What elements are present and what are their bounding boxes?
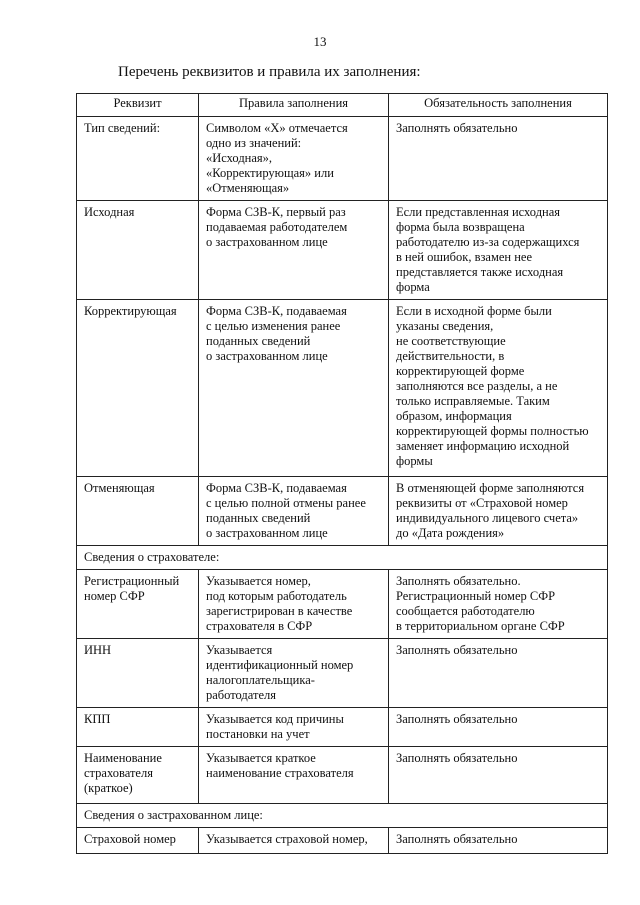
obligation-cell: Заполнять обязательно xyxy=(389,117,608,201)
requisites-table xyxy=(76,93,608,854)
document-title: Перечень реквизитов и правила их заполнения: xyxy=(118,64,421,80)
requisite-cell: Наименование страхователя (краткое) xyxy=(77,747,199,804)
obligation-cell: Заполнять обязательно xyxy=(389,639,608,708)
obligation-cell: В отменяющей форме заполняются реквизиты от «Страховой номер индивидуального лицевого счета» до «Дата рождения» xyxy=(389,477,608,546)
table-row xyxy=(77,708,608,747)
table-row xyxy=(77,477,608,546)
section-row xyxy=(77,804,608,828)
section-insured-person: Сведения о застрахованном лице: xyxy=(77,804,608,828)
obligation-cell: Заполнять обязательно xyxy=(389,747,608,804)
obligation-cell: Заполнять обязательно xyxy=(389,708,608,747)
rules-cell: Указывается код причины постановки на учет xyxy=(199,708,389,747)
page-number: 13 xyxy=(313,34,327,49)
header-obligation: Обязательность заполнения xyxy=(389,94,608,117)
section-row xyxy=(77,546,608,570)
requisite-cell: Отменяющая xyxy=(77,477,199,546)
table-row xyxy=(77,300,608,477)
rules-cell: Указывается номер, под которым работодатель зарегистрирован в качестве страхователя в СФР xyxy=(199,570,389,639)
requisite-cell: Регистрационный номер СФР xyxy=(77,570,199,639)
rules-cell: Форма СЗВ-К, первый раз подаваемая работодателем о застрахованном лице xyxy=(199,201,389,300)
table-header-row xyxy=(77,94,608,117)
table-row xyxy=(77,117,608,201)
obligation-cell: Заполнять обязательно xyxy=(389,828,608,854)
obligation-cell: Если представленная исходная форма была возвращена работодателю из-за содержащихся в ней ошибок, взамен нее представляется также исходная форма xyxy=(389,201,608,300)
rules-cell: Символом «X» отмечается одно из значений: «Исходная», «Корректирующая» или «Отменяющая» xyxy=(199,117,389,201)
rules-cell: Указывается идентификационный номер налогоплательщика- работодателя xyxy=(199,639,389,708)
table-row xyxy=(77,639,608,708)
obligation-cell: Заполнять обязательно. Регистрационный номер СФР сообщается работодателю в территориальном органе СФР xyxy=(389,570,608,639)
requisite-cell: Корректирующая xyxy=(77,300,199,477)
requisite-cell: Страховой номер xyxy=(77,828,199,854)
table-row xyxy=(77,201,608,300)
requisite-cell: Тип сведений: xyxy=(77,117,199,201)
rules-cell: Указывается краткое наименование страхователя xyxy=(199,747,389,804)
rules-cell: Форма СЗВ-К, подаваемая с целью полной отмены ранее поданных сведений о застрахованном лице xyxy=(199,477,389,546)
table-row xyxy=(77,828,608,854)
table-row xyxy=(77,747,608,804)
table-row xyxy=(77,570,608,639)
requisite-cell: КПП xyxy=(77,708,199,747)
section-insurer: Сведения о страхователе: xyxy=(77,546,608,570)
obligation-cell: Если в исходной форме были указаны сведения, не соответствующие действительности, в корректирующей форме заполняются все разделы, а не только исправляемые. Таким образом, информация корректирующей формы полностью заменяет информацию исходной формы xyxy=(389,300,608,477)
rules-cell: Форма СЗВ-К, подаваемая с целью изменения ранее поданных сведений о застрахованном лице xyxy=(199,300,389,477)
rules-cell: Указывается страховой номер, xyxy=(199,828,389,854)
header-rules: Правила заполнения xyxy=(199,94,389,117)
requisite-cell: ИНН xyxy=(77,639,199,708)
header-requisite: Реквизит xyxy=(77,94,199,117)
requisite-cell: Исходная xyxy=(77,201,199,300)
